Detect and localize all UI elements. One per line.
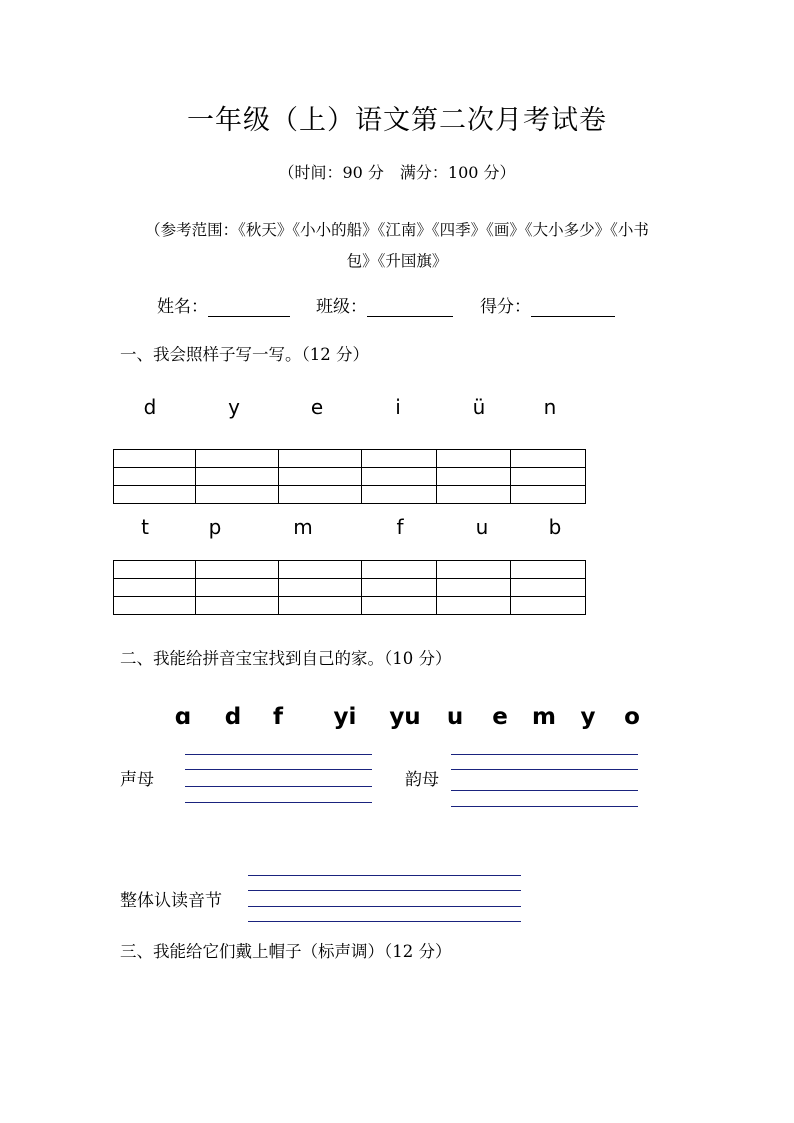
answer-line[interactable] [248,906,521,907]
answer-line[interactable] [185,802,372,803]
name-label: 姓名： [157,297,208,317]
writing-grid-2[interactable] [113,560,586,615]
section-2-heading: 二、我能给拼音宝宝找到自己的家。（10 分） [120,649,452,668]
answer-line[interactable] [248,875,521,876]
pinyin-letter: m [293,515,313,539]
answer-line[interactable] [248,890,521,891]
pinyin-letter: t [141,515,149,539]
initials-label: 声母 [120,770,154,790]
page-title: 一年级（上）语文第二次月考试卷 [187,105,607,136]
reference-scope-line-2: 包》《升国旗》 [346,252,448,270]
section-3-heading: 三、我能给它们戴上帽子（标声调）（12 分） [120,942,452,961]
pinyin-letter: y [228,395,240,419]
pinyin-letter: u [475,515,489,539]
answer-line[interactable] [451,769,638,770]
pinyin-letter: ü [472,395,486,419]
section-1-heading: 一、我会照样子写一写。（12 分） [120,345,369,364]
pinyin-letter: ɑ [174,704,192,730]
exam-time-and-score: （时间：90 分 满分：100 分） [278,163,516,182]
pinyin-letter: u [446,704,464,730]
pinyin-letter: yi [333,704,357,730]
pinyin-letter: p [208,515,222,539]
pinyin-letter: f [396,515,404,539]
pinyin-letter: o [624,704,640,730]
pinyin-letter: y [580,704,596,730]
pinyin-letter: yu [389,704,421,730]
score-label: 得分： [480,297,531,317]
class-label: 班级： [316,297,367,317]
writing-grid-1[interactable] [113,449,586,504]
answer-line[interactable] [248,921,521,922]
answer-line[interactable] [185,786,372,787]
class-blank[interactable] [367,298,453,317]
answer-line[interactable] [451,754,638,755]
answer-line[interactable] [185,769,372,770]
pinyin-letter: d [224,704,242,730]
answer-line[interactable] [451,790,638,791]
reference-scope-line-1: （参考范围：《秋天》《小小的船》《江南》《四季》《画》《大小多少》《小书 [145,221,649,239]
pinyin-letter: e [492,704,508,730]
pinyin-letter: i [395,395,401,419]
student-name-field[interactable] [157,292,290,317]
pinyin-letter: b [548,515,562,539]
pinyin-letter: e [310,395,324,419]
whole-syllables-label: 整体认读音节 [120,891,222,911]
pinyin-letter: m [532,704,556,730]
student-score-field[interactable] [480,292,615,317]
pinyin-letter: d [143,395,157,419]
score-blank[interactable] [531,298,615,317]
student-class-field[interactable] [316,292,453,317]
pinyin-letter: n [543,395,557,419]
name-blank[interactable] [208,298,290,317]
answer-line[interactable] [451,806,638,807]
pinyin-letter: f [272,704,283,730]
finals-label: 韵母 [405,770,439,790]
answer-line[interactable] [185,754,372,755]
